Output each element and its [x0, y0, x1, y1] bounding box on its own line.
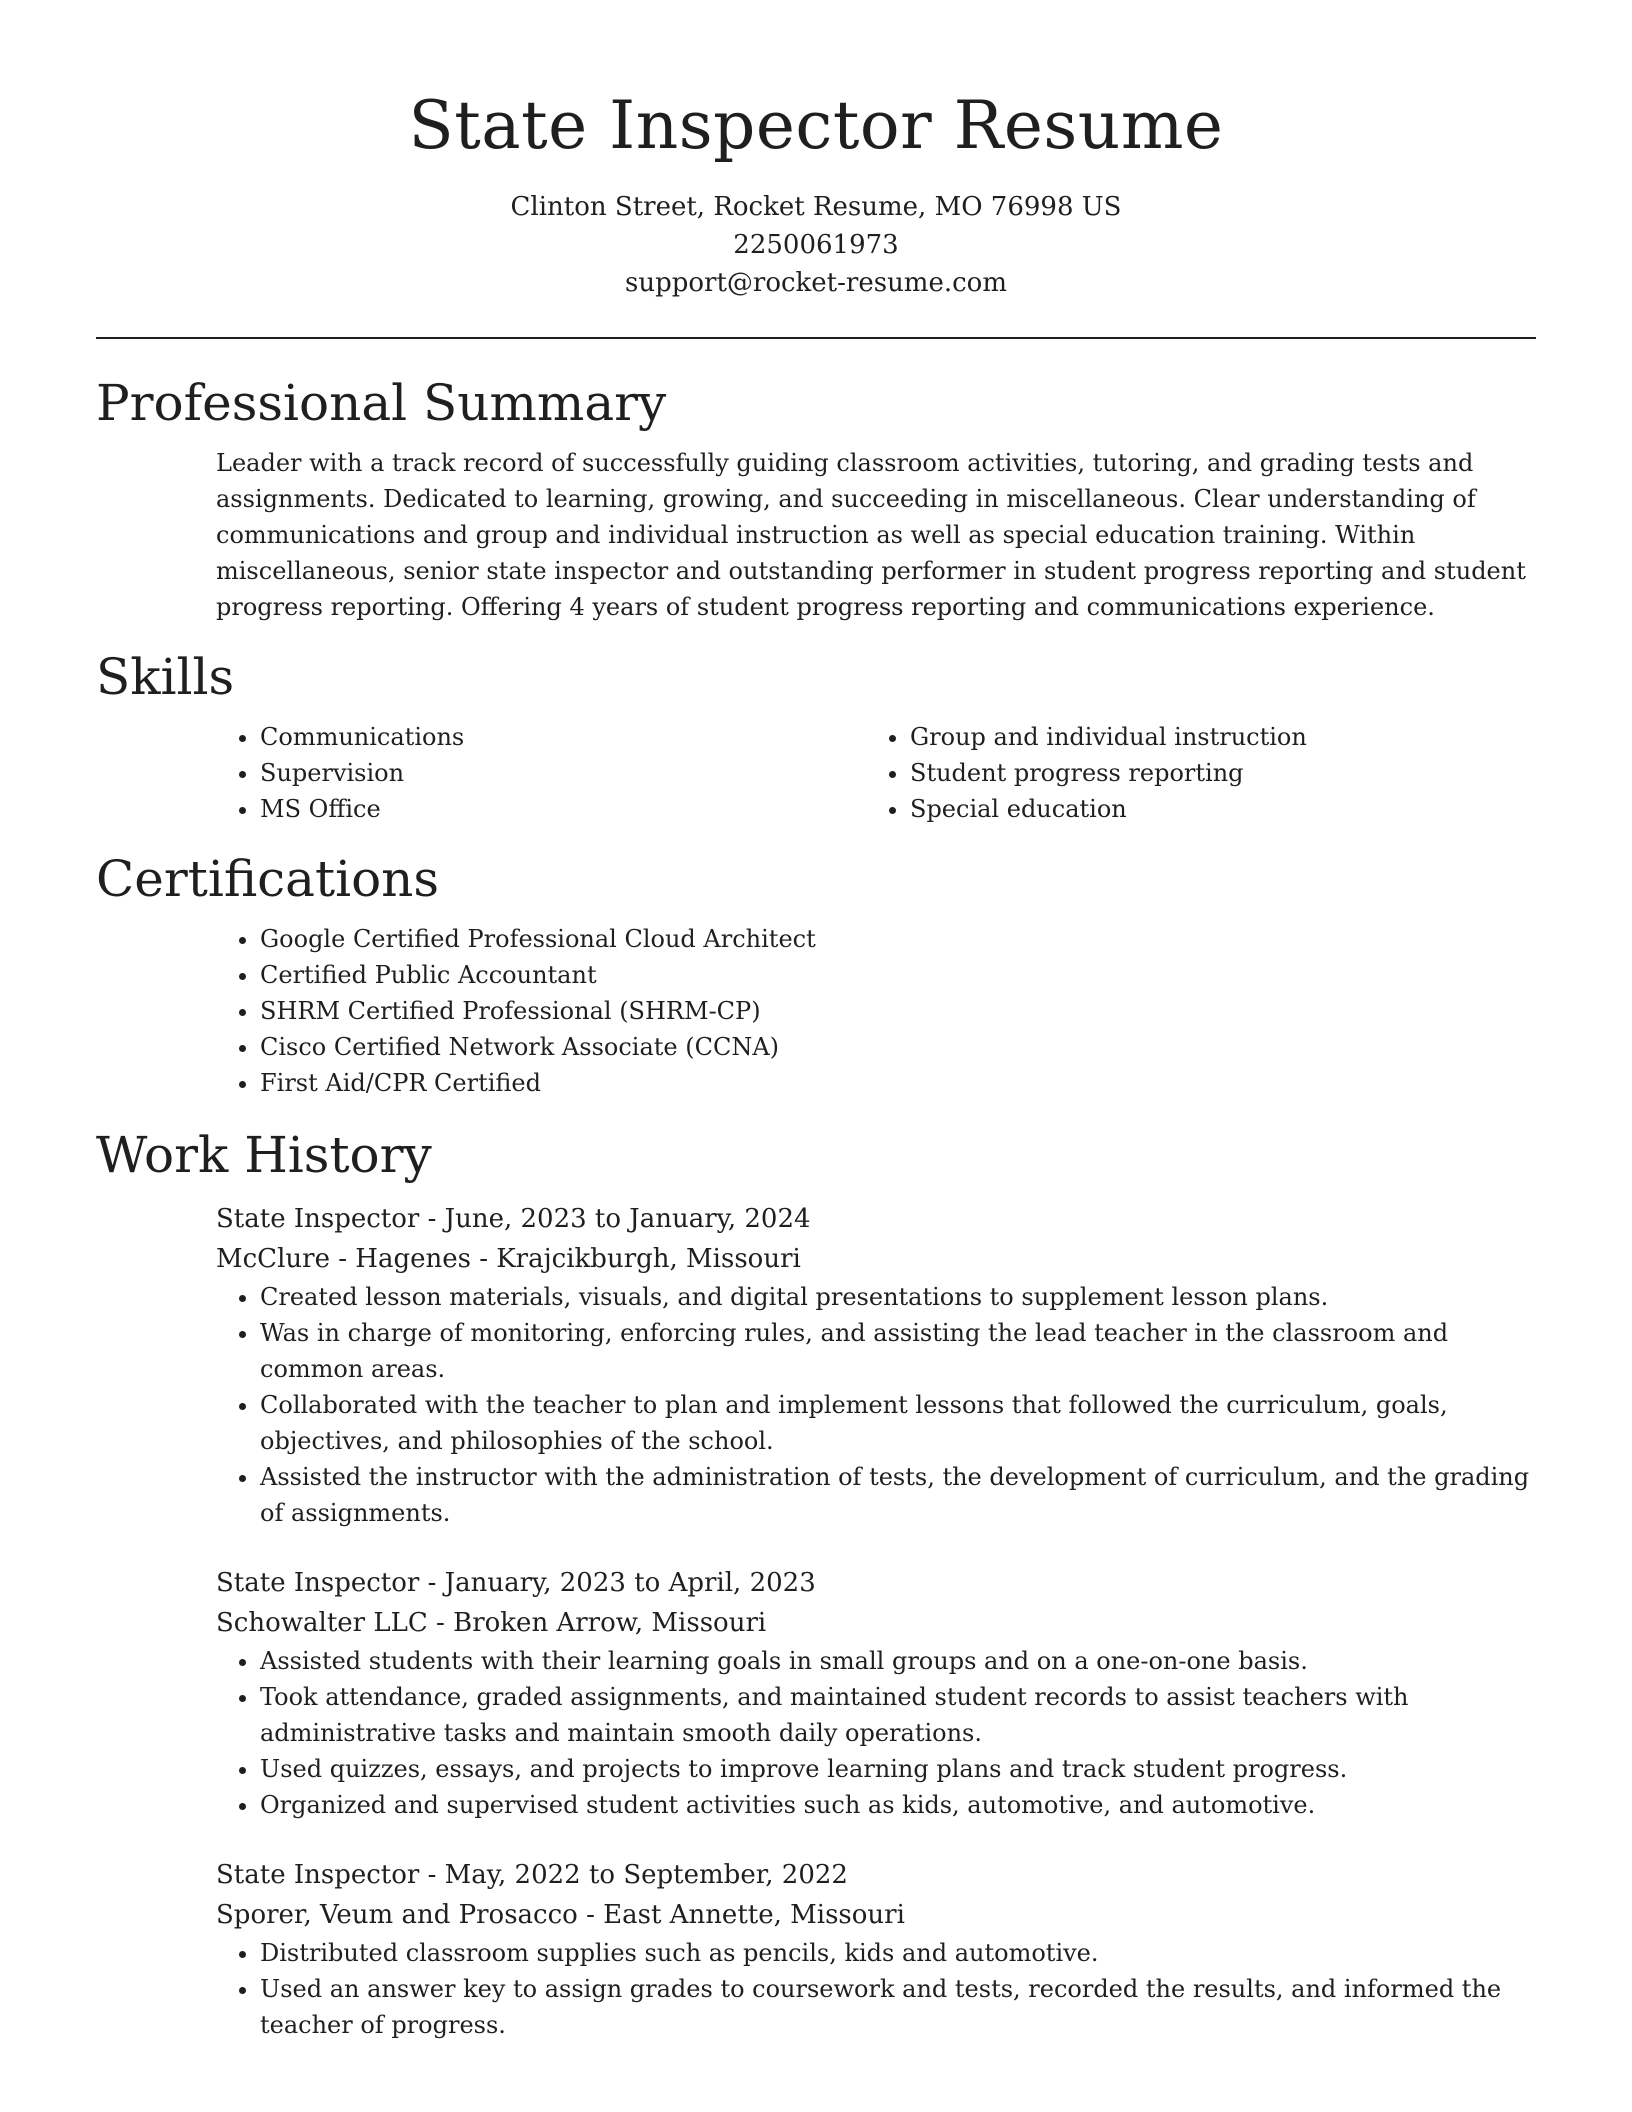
certifications-section	[96, 849, 1536, 1101]
job-title-dates: State Inspector - June, 2023 to January, 2024	[216, 1204, 811, 1234]
job-company-location: Schowalter LLC - Broken Arrow, Missouri	[216, 1608, 767, 1638]
skills-column-right	[866, 719, 1516, 827]
job-duty-item: • Assisted the instructor with the administration of tests, the development of curriculum, and the grading of assignments.	[260, 1459, 1536, 1531]
resume-page	[96, 0, 1536, 2043]
skill-item: • Communications	[260, 719, 866, 755]
skills-section	[96, 647, 1536, 827]
job-entry	[216, 1563, 1536, 1823]
certification-item: • Cisco Certified Network Associate (CCNA)	[260, 1029, 1536, 1065]
job-entry	[216, 1855, 1536, 2043]
skill-item: • Student progress reporting	[910, 755, 1516, 791]
certification-item: • Google Certified Professional Cloud Architect	[260, 921, 1536, 957]
phone-text: 2250061973	[733, 230, 899, 260]
job-title-dates: State Inspector - January, 2023 to April, 2023	[216, 1568, 816, 1598]
email-text: support@rocket-resume.com	[624, 268, 1007, 298]
contact-info	[96, 188, 1536, 302]
job-duty-item: • Used an answer key to assign grades to coursework and tests, recorded the results, and informed the teacher of progress.	[260, 1971, 1536, 2043]
job-entry	[216, 1199, 1536, 1531]
skills-grid	[216, 719, 1536, 827]
job-company-location: McClure - Hagenes - Krajcikburgh, Missouri	[216, 1244, 801, 1274]
job-duty-item: • Used quizzes, essays, and projects to improve learning plans and track student progress.	[260, 1751, 1536, 1787]
resume-title: State Inspector Resume	[408, 87, 1224, 164]
skills-heading: Skills	[96, 648, 235, 706]
certifications-list	[216, 921, 1536, 1101]
job-duty-item: • Collaborated with the teacher to plan and implement lessons that followed the curriculum, goals, objectives, and philosophies of the school.	[260, 1387, 1536, 1459]
job-duty-item: • Assisted students with their learning goals in small groups and on a one-on-one basis.	[260, 1643, 1536, 1679]
work-history-section	[96, 1125, 1536, 2043]
skills-list-right	[866, 719, 1516, 827]
header-divider	[96, 337, 1536, 339]
job-duty-item: • Distributed classroom supplies such as pencils, kids and automotive.	[260, 1935, 1536, 1971]
skill-item: • Group and individual instruction	[910, 719, 1516, 755]
job-duty-item: • Organized and supervised student activities such as kids, automotive, and automotive.	[260, 1787, 1536, 1823]
certification-item: • First Aid/CPR Certified	[260, 1065, 1536, 1101]
skills-column-left	[216, 719, 866, 827]
summary-section	[96, 373, 1536, 625]
summary-heading: Professional Summary	[96, 374, 667, 432]
work-history-heading: Work History	[96, 1126, 432, 1184]
job-duty-item: • Was in charge of monitoring, enforcing rules, and assisting the lead teacher in the classroom and common areas.	[260, 1315, 1536, 1387]
job-duties-list	[216, 1279, 1536, 1531]
certification-item: • Certified Public Accountant	[260, 957, 1536, 993]
job-title-dates: State Inspector - May, 2022 to September, 2022	[216, 1860, 848, 1890]
job-duty-item: • Took attendance, graded assignments, and maintained student records to assist teachers with administrative tasks and maintain smooth daily operations.	[260, 1679, 1536, 1751]
summary-paragraph: Leader with a track record of successfully guiding classroom activities, tutoring, and grading tests and assignments. Dedicated to learning, growing, and succeeding in miscellaneous. Clear understanding of communications and group and individual instruction as well as special education training. Within miscellaneous, senior state inspector and outstanding performer in student progress reporting and student progress reporting. Offering 4 years of student progress reporting and communications experience.	[216, 449, 1526, 621]
job-duties-list	[216, 1935, 1536, 2043]
skill-item: • MS Office	[260, 791, 866, 827]
skills-list-left	[216, 719, 866, 827]
certifications-heading: Certifications	[96, 850, 440, 908]
job-duties-list	[216, 1643, 1536, 1823]
job-company-location: Sporer, Veum and Prosacco - East Annette, Missouri	[216, 1900, 905, 1930]
job-duty-item: • Created lesson materials, visuals, and digital presentations to supplement lesson plans.	[260, 1279, 1536, 1315]
resume-header	[96, 0, 1536, 302]
address-text: Clinton Street, Rocket Resume, MO 76998 US	[510, 192, 1122, 222]
certification-item: • SHRM Certified Professional (SHRM-CP)	[260, 993, 1536, 1029]
skill-item: • Supervision	[260, 755, 866, 791]
skill-item: • Special education	[910, 791, 1516, 827]
certifications-list-wrapper	[216, 921, 1536, 1101]
